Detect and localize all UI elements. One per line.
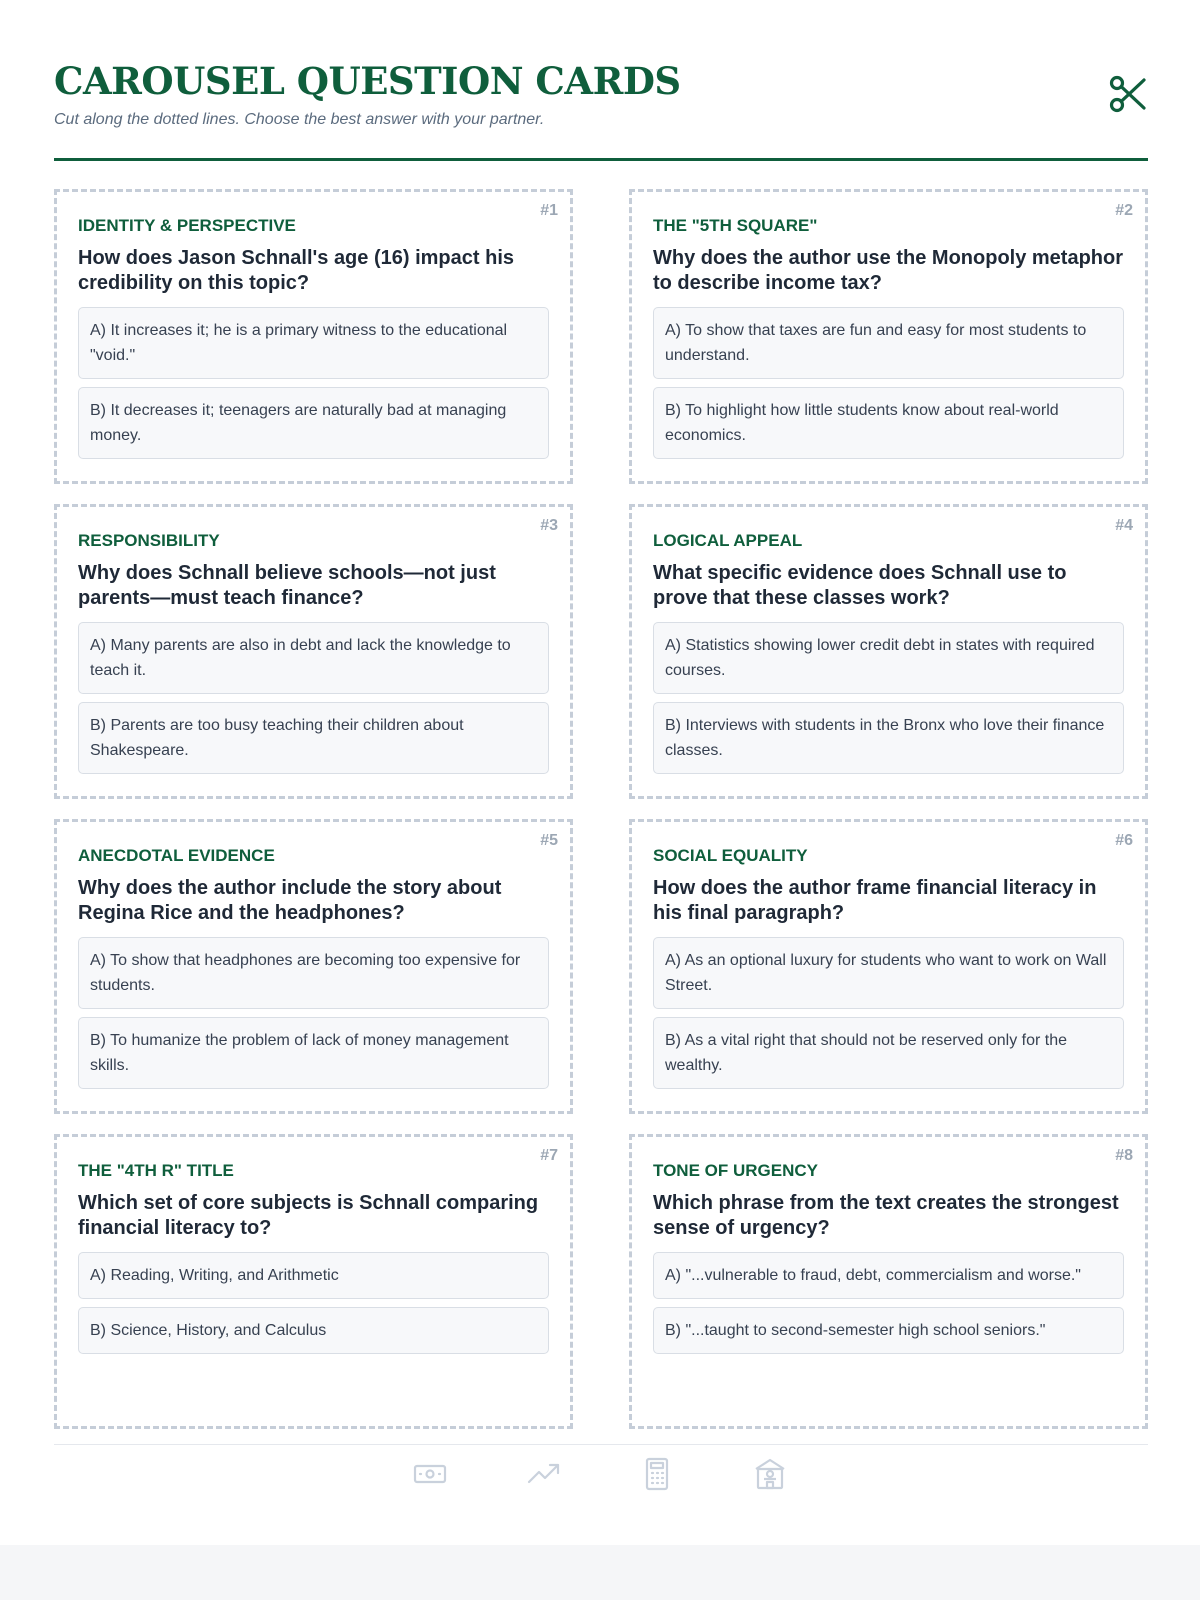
card-question: Which phrase from the text creates the strongest sense of urgency? xyxy=(653,1192,1119,1239)
question-card xyxy=(54,819,573,1114)
question-card xyxy=(629,1134,1148,1429)
answer-option-b: B) To highlight how little students know about real-world economics. xyxy=(653,387,1124,459)
question-card xyxy=(54,1134,573,1429)
card-number: #3 xyxy=(540,517,558,534)
card-topic: RESPONSIBILITY xyxy=(78,531,220,550)
answer-option-a: A) To show that taxes are fun and easy for most students to understand. xyxy=(653,307,1124,379)
money-bill-icon xyxy=(413,1457,447,1491)
question-card xyxy=(629,504,1148,799)
answer-option-b: B) "...taught to second-semester high school seniors." xyxy=(653,1307,1124,1354)
card-question: How does Jason Schnall's age (16) impact his credibility on this topic? xyxy=(78,247,514,294)
card-grid xyxy=(54,189,1148,1429)
card-topic: SOCIAL EQUALITY xyxy=(653,846,808,865)
answer-option-b: B) Parents are too busy teaching their children about Shakespeare. xyxy=(78,702,549,774)
card-question: How does the author frame financial literacy in his final paragraph? xyxy=(653,877,1097,924)
footer-divider xyxy=(54,1444,1148,1445)
answer-option-b: B) To humanize the problem of lack of money management skills. xyxy=(78,1017,549,1089)
scissors-icon xyxy=(1108,74,1148,114)
card-question: Why does Schnall believe schools—not just parents—must teach finance? xyxy=(78,562,496,609)
answer-option-a: A) Many parents are also in debt and lack the knowledge to teach it. xyxy=(78,622,549,694)
bank-icon xyxy=(753,1457,787,1491)
card-number: #8 xyxy=(1115,1147,1133,1164)
card-number: #7 xyxy=(540,1147,558,1164)
answer-option-b: B) As a vital right that should not be reserved only for the wealthy. xyxy=(653,1017,1124,1089)
answer-option-a: A) As an optional luxury for students who want to work on Wall Street. xyxy=(653,937,1124,1009)
question-card xyxy=(629,189,1148,484)
card-number: #6 xyxy=(1115,832,1133,849)
question-card xyxy=(54,189,573,484)
answer-option-b: B) Science, History, and Calculus xyxy=(78,1307,549,1354)
card-topic: IDENTITY & PERSPECTIVE xyxy=(78,216,296,235)
answer-option-b: B) It decreases it; teenagers are naturally bad at managing money. xyxy=(78,387,549,459)
card-question: What specific evidence does Schnall use to prove that these classes work? xyxy=(653,562,1067,609)
answer-option-a: A) Reading, Writing, and Arithmetic xyxy=(78,1252,549,1299)
page-subtitle: Cut along the dotted lines. Choose the best answer with your partner. xyxy=(54,111,545,128)
card-question: Which set of core subjects is Schnall comparing financial literacy to? xyxy=(78,1192,539,1239)
card-number: #1 xyxy=(540,202,558,219)
trending-up-icon xyxy=(527,1457,561,1491)
card-question: Why does the author use the Monopoly metaphor to describe income tax? xyxy=(653,247,1124,294)
answer-option-a: A) "...vulnerable to fraud, debt, commercialism and worse." xyxy=(653,1252,1124,1299)
card-number: #4 xyxy=(1115,517,1133,534)
answer-option-a: A) It increases it; he is a primary witness to the educational "void." xyxy=(78,307,549,379)
card-number: #5 xyxy=(540,832,558,849)
question-card xyxy=(629,819,1148,1114)
header-divider xyxy=(54,158,1148,161)
card-number: #2 xyxy=(1115,202,1133,219)
footer-icon-row xyxy=(0,1457,1200,1493)
header xyxy=(54,58,1148,162)
question-card xyxy=(54,504,573,799)
answer-option-a: A) To show that headphones are becoming too expensive for students. xyxy=(78,937,549,1009)
calculator-icon xyxy=(640,1457,674,1491)
card-topic: TONE OF URGENCY xyxy=(653,1161,818,1180)
card-question: Why does the author include the story about Regina Rice and the headphones? xyxy=(78,877,502,924)
card-topic: LOGICAL APPEAL xyxy=(653,531,803,550)
answer-option-b: B) Interviews with students in the Bronx who love their finance classes. xyxy=(653,702,1124,774)
card-topic: ANECDOTAL EVIDENCE xyxy=(78,846,275,865)
card-topic: THE "4TH R" TITLE xyxy=(78,1161,234,1180)
answer-option-a: A) Statistics showing lower credit debt in states with required courses. xyxy=(653,622,1124,694)
page-title: CAROUSEL QUESTION CARDS xyxy=(54,59,681,103)
card-topic: THE "5TH SQUARE" xyxy=(653,216,818,235)
